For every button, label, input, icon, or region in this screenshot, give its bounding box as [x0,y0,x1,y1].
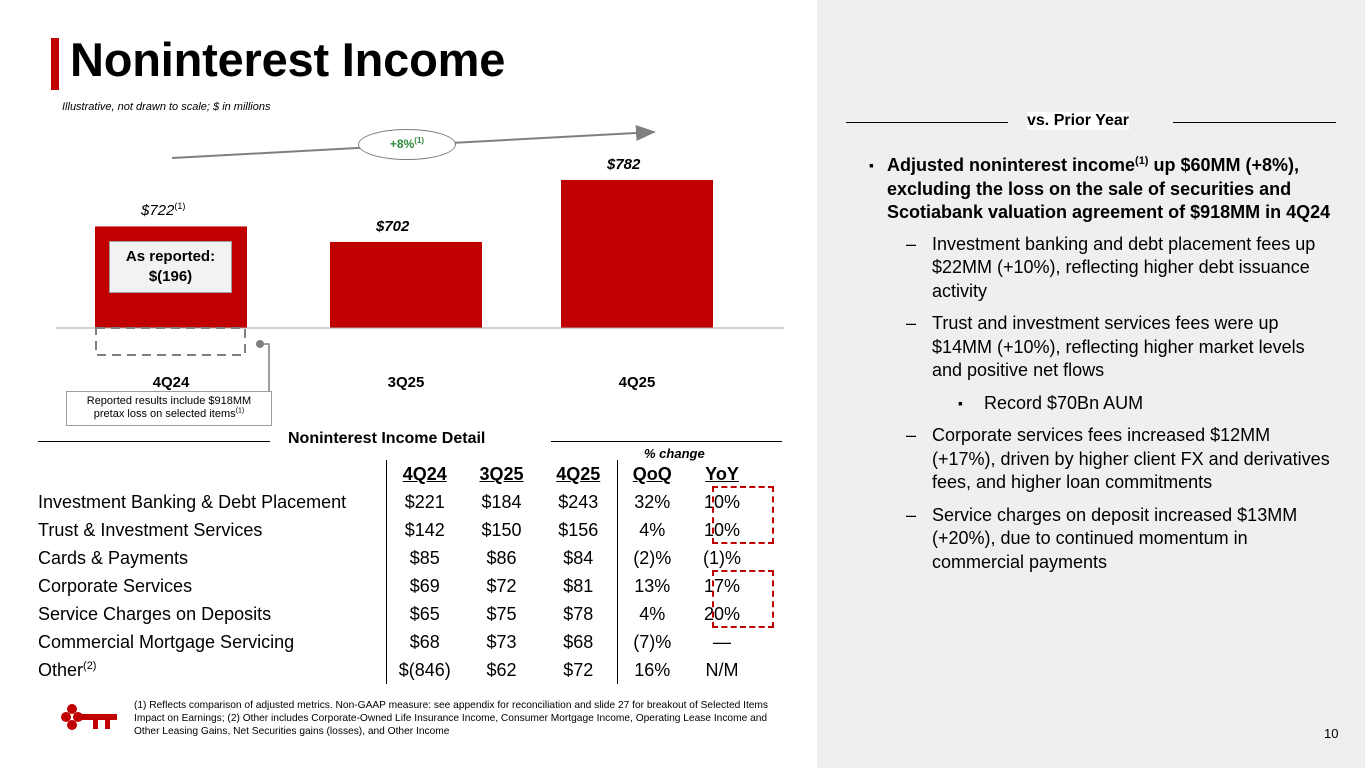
reported-note-callout: Reported results include $918MM pretax loss on selected items$^{(1)}$ [66,391,272,426]
table-cell: 17% [703,575,741,596]
table-cell: (2)% [617,544,687,572]
sub-bullet: – Service charges on deposit increased $13MM (+20%), due to continued momentum in commercial payments [863,504,1333,575]
sub-sub-bullet: ▪ Record $70Bn AUM [863,392,1333,416]
column-header: YoY [705,464,739,484]
table-cell: $221 [386,488,463,516]
table-cell: — [713,631,731,652]
sub-bullet: – Trust and investment services fees were up $14MM (+10%), reflecting higher market levels and positive net flows [863,312,1333,383]
table-cell: 4% [617,600,687,628]
table-cell: 10% [703,491,741,512]
x-tick-label: 4Q24 [152,374,190,391]
table-row [38,572,757,600]
table-cell: $68 [563,631,594,652]
table-cell: $86 [486,547,517,568]
table-cell: $75 [486,603,517,624]
table-cell: $81 [563,575,594,596]
table-cell: $243 [558,491,599,512]
table-cell: $156 [558,519,599,540]
row-label: Commercial Mortgage Servicing [38,631,295,652]
table-row [38,488,757,516]
table-cell: 16% [617,656,687,684]
table-cell: 4% [617,516,687,544]
column-header: QoQ [617,460,687,488]
table-cell: 10% [703,519,741,540]
row-label: Corporate Services [38,575,193,596]
table-cell: $184 [481,491,522,512]
divider-line [551,441,782,442]
table-row [38,656,757,684]
table-cell: $142 [386,516,463,544]
callout-connector [260,344,269,391]
table-cell: $62 [486,659,517,680]
bar-value-label-4q24: $722$^{(1)}$ [141,201,186,220]
bar-4q25 [561,180,713,328]
table-row [38,628,757,656]
x-tick-label: 4Q25 [618,374,656,391]
table-cell: $(846) [386,656,463,684]
pct-change-label: % change [644,446,705,461]
table-cell: 20% [703,603,741,624]
row-label: Investment Banking & Debt Placement [38,491,347,512]
row-label: Cards & Payments [38,547,189,568]
bar-value-label-4q25: $782 [607,155,641,173]
chart-subtitle: Illustrative, not drawn to scale; $ in millions [62,101,271,113]
commentary-bullets [863,154,1333,583]
table-cell: $73 [486,631,517,652]
table-cell: $85 [386,544,463,572]
column-header: 4Q25 [556,464,601,484]
footnote: (1) Reflects comparison of adjusted metrics. Non-GAAP measure: see appendix for reconciliation and slide 27 for breakout of Selected Items Impact on Earnings; (2) Other includes Corporate-Owned Life Insurance Income, Consumer Mortgage Income, Operating Lease Income and Other Leasing Gains, Net Securities gains (losses), and Other Income [134,700,769,737]
table-cell: N/M [705,659,739,680]
table-cell: $150 [481,519,522,540]
bar-value-label-3q25: $702 [376,217,410,235]
row-label: Trust & Investment Services [38,519,263,540]
table-cell: $84 [563,547,594,568]
row-label: Service Charges on Deposits [38,603,272,624]
table-cell: $65 [386,600,463,628]
divider-line [846,122,1008,123]
table-cell: $72 [486,575,517,596]
callout-dot [256,340,264,348]
table-cell: 32% [617,488,687,516]
table-row [38,516,757,544]
x-tick-label: 3Q25 [387,374,425,391]
detail-section-title: Noninterest Income Detail [288,430,486,447]
column-header: 4Q24 [386,460,463,488]
divider-line [38,441,270,442]
divider-line [1173,122,1336,123]
table-cell: 13% [617,572,687,600]
table-cell: $72 [563,659,594,680]
row-label: Other$^{(2)}$ [38,659,97,680]
detail-table [38,460,757,684]
yoy-highlight-box [712,486,774,544]
column-header: 3Q25 [479,464,524,484]
table-header-row [38,460,757,488]
table-row [38,600,757,628]
key-logo-icon [61,703,119,731]
as-reported-dashed-outline [96,328,245,355]
page-title: Noninterest Income [70,33,506,86]
main-bullet: ▪ Adjusted noninterest income$^{(1)}$ up $60MM (+8%), excluding the loss on the sale of securities and Scotiabank valuation agreement of $918MM in 4Q24 [863,154,1333,225]
table-cell: $68 [386,628,463,656]
sub-bullet: – Corporate services fees increased $12MM (+17%), driven by higher client FX and derivatives fees, and higher loan commitments [863,424,1333,495]
table-cell: $69 [386,572,463,600]
as-reported-callout: As reported: $(196) [109,241,232,293]
table-cell: (7)% [617,628,687,656]
sub-bullet: – Investment banking and debt placement fees up $22MM (+10%), reflecting higher debt issuance activity [863,233,1333,304]
prior-year-title: vs. Prior Year [1027,112,1129,129]
yoy-highlight-box [712,570,774,628]
bar-3q25 [330,242,482,328]
table-cell: $78 [563,603,594,624]
page-number: 10 [1324,726,1339,741]
table-row [38,544,757,572]
table-cell: (1)% [702,547,741,568]
growth-badge: +8%$^{(1)}$ [358,129,456,160]
